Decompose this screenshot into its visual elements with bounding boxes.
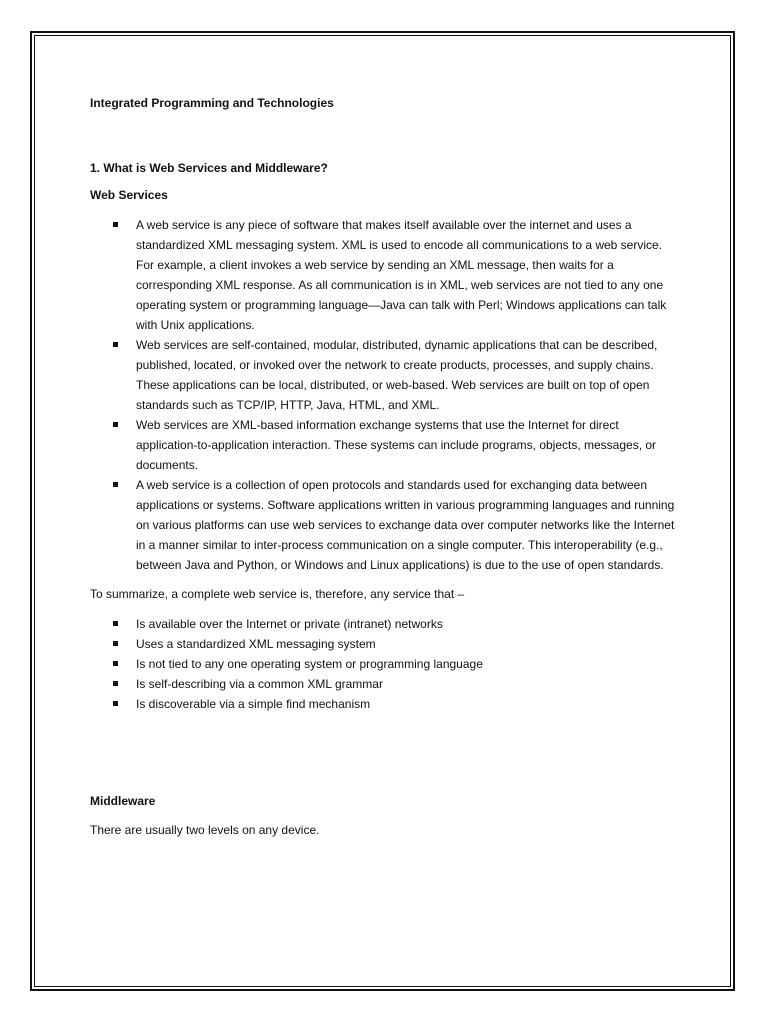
summary-point: Is not tied to any one operating system or programming language: [136, 654, 680, 674]
web-services-point: A web service is a collection of open protocols and standards used for exchanging data between applications or systems. Software applications written in various programming languages and running on various platforms can use web services to exchange data over computer networks like the Internet in a manner similar to inter-process communication on a single computer. This interoperability (e.g., between Java and Python, or Windows and Linux applications) is due to the use of open standards.: [136, 475, 680, 575]
question-heading: 1. What is Web Services and Middleware?: [90, 161, 328, 175]
summary-point: Is available over the Internet or private (intranet) networks: [136, 614, 680, 634]
web-services-point: A web service is any piece of software that makes itself available over the internet and uses a standardized XML messaging system. XML is used to encode all communications to a web service. For example, a client invokes a web service by sending an XML message, then waits for a corresponding XML response. As all communication is in XML, web services are not tied to any one operating system or programming language—Java can talk with Perl; Windows applications can talk with Unix applications.: [136, 215, 680, 335]
document-title: Integrated Programming and Technologies: [90, 96, 334, 110]
summary-intro: To summarize, a complete web service is, therefore, any service that –: [90, 587, 465, 601]
summary-point: Is discoverable via a simple find mechanism: [136, 694, 680, 714]
summary-point: Is self-describing via a common XML grammar: [136, 674, 680, 694]
summary-point: Uses a standardized XML messaging system: [136, 634, 680, 654]
web-services-point: Web services are XML-based information exchange systems that use the Internet for direct application-to-application interaction. These systems can include programs, objects, messages, or documents.: [136, 415, 680, 475]
middleware-text: There are usually two levels on any device.: [90, 823, 320, 837]
web-services-heading: Web Services: [90, 188, 168, 202]
middleware-heading: Middleware: [90, 794, 156, 808]
web-services-list: [90, 215, 680, 575]
document-content: [90, 93, 680, 840]
summary-list: [90, 614, 680, 714]
web-services-point: Web services are self-contained, modular, distributed, dynamic applications that can be described, published, located, or invoked over the network to create products, processes, and supply chains. These applications can be local, distributed, or web-based. Web services are built on top of open standards such as TCP/IP, HTTP, Java, HTML, and XML.: [136, 335, 680, 415]
